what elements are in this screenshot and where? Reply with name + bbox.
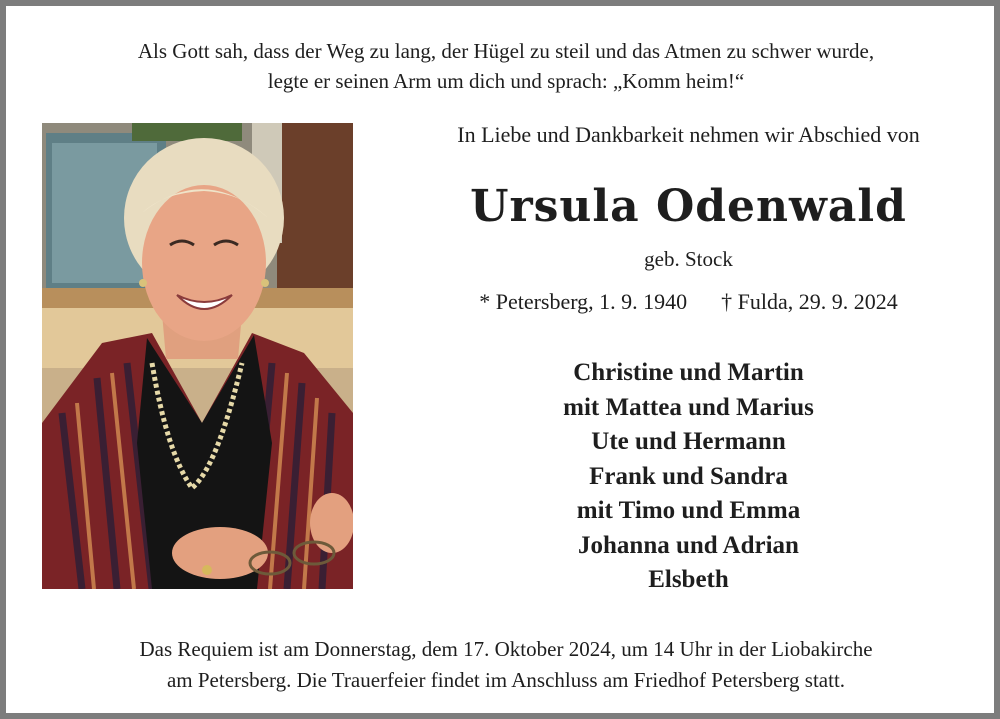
portrait-photo — [42, 123, 353, 589]
birth-name: geb. Stock — [644, 247, 733, 271]
farewell-intro: In Liebe und Dankbarkeit nehmen wir Abschied von — [457, 122, 920, 147]
mourner-line: mit Mattea und Marius — [563, 393, 814, 421]
mourner-line: mit Timo und Emma — [576, 497, 801, 524]
mourner-line: Christine und Martin — [573, 359, 804, 386]
mourner-line: Johanna und Adrian — [578, 531, 799, 559]
poem-line: Als Gott sah, dass der Weg zu lang, der Hügel zu steil und das Atmen zu schwer wurde, — [137, 39, 875, 63]
mourner-line: Ute und Hermann — [591, 428, 786, 455]
death-date: † Fulda, 29. 9. 2024 — [721, 289, 898, 314]
service-line: Das Requiem ist am Donnerstag, dem 17. Oktober 2024, um 14 Uhr in der Liobakirche — [139, 637, 873, 661]
mourner-line: Elsbeth — [648, 566, 729, 593]
mourner-line: Frank und Sandra — [589, 462, 788, 490]
portrait-illustration — [42, 123, 353, 589]
service-info — [36, 634, 976, 696]
poem-line: legte er seinen Arm um dich und sprach: „Komm heim!“ — [267, 69, 745, 93]
service-line: am Petersberg. Die Trauerfeier findet im Anschluss am Friedhof Petersberg statt. — [166, 668, 846, 692]
life-dates — [386, 287, 991, 317]
poem — [46, 36, 966, 96]
birth-date: * Petersberg, 1. 9. 1940 — [479, 289, 688, 314]
mourners-list — [386, 356, 991, 598]
deceased-name: Ursula Odenwald — [470, 181, 907, 232]
